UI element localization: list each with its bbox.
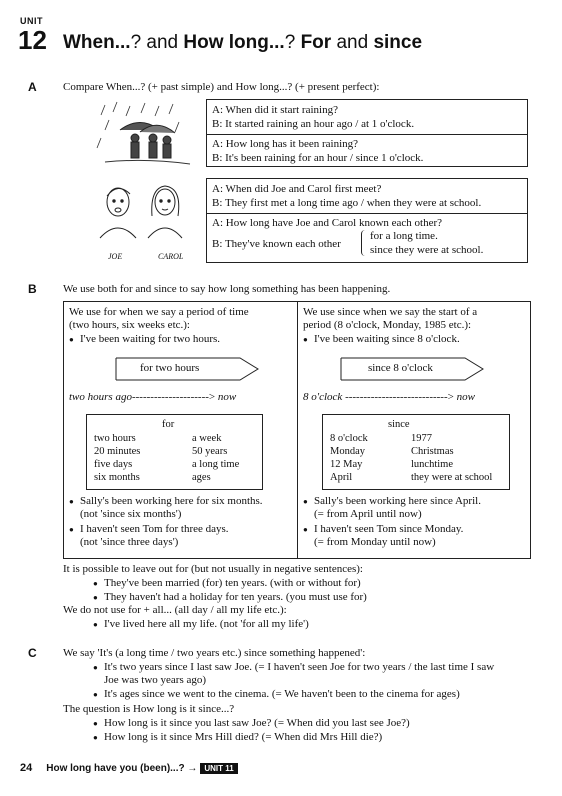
section-b-letter: B <box>28 282 37 296</box>
question-example: ● How long is it since you last saw Joe? (= When did you last see Joe?) <box>104 717 410 730</box>
section-a-intro: Compare When...? (+ past simple) and How long...? (+ present perfect): <box>63 81 380 93</box>
since-example-bullet: ● Sally's been working here since April. <box>314 495 481 508</box>
since-examples-table <box>322 414 510 490</box>
table-cell: a week <box>192 433 222 444</box>
table-cell: ages <box>192 472 211 483</box>
table-cell: six months <box>94 472 140 483</box>
leave-out-example: ● They haven't had a holiday for ten years. (you must use for) <box>104 591 367 604</box>
table-heading: for <box>162 419 175 430</box>
since-arrow-label: since 8 o'clock <box>368 362 433 374</box>
carol-label: CAROL <box>158 252 184 261</box>
table-cell: two hours <box>94 433 136 444</box>
since-example-note: (= from Monday until now) <box>314 536 436 548</box>
section-c-letter: C <box>28 646 37 660</box>
for-example-bullet: ● I've been waiting for two hours. <box>80 333 220 346</box>
page-number: 24 <box>20 762 33 774</box>
answer-option: since they were at school. <box>370 244 484 256</box>
since-rule-line1: We use since when we say the start of a <box>303 306 478 318</box>
since-example-note: (= from April until now) <box>314 508 422 520</box>
section-a-letter: A <box>28 80 37 94</box>
cross-reference: How long have you (been)...? → <box>46 763 198 774</box>
table-cell: Christmas <box>411 446 454 457</box>
since-example-bullet: ● I've been waiting since 8 o'clock. <box>314 333 460 346</box>
for-all-rule: We do not use for + all... (all day / all my life etc.): <box>63 604 287 616</box>
question-line: A: How long has it been raining? <box>212 138 359 150</box>
answer-line: B: They've known each other <box>212 238 341 250</box>
unit-number: 12 <box>18 25 47 55</box>
question-line: A: When did Joe and Carol first meet? <box>212 183 382 195</box>
leave-out-for-rule: It is possible to leave out for (but not usually in negative sentences): <box>63 563 363 575</box>
question-line: A: How long have Joe and Carol known each other? <box>212 217 443 229</box>
for-all-example: ● I've lived here all my life. (not 'for all my life') <box>104 618 309 631</box>
since-timeline: 8 o'clock ----------------------------> now <box>303 391 475 403</box>
section-c-intro: We say 'It's (a long time / two years etc.) since something happened': <box>63 647 366 659</box>
its-since-example-cont: Joe was two years ago) <box>104 674 207 686</box>
unit-label: UNIT <box>20 16 43 26</box>
question-line: A: When did it start raining? <box>212 104 338 116</box>
joe-and-carol-illustration <box>90 180 200 245</box>
table-cell: five days <box>94 459 133 470</box>
question-rule: The question is How long is it since...? <box>63 703 235 715</box>
since-example-bullet: ● I haven't seen Tom since Monday. <box>314 523 463 536</box>
raining-people-illustration <box>95 100 195 170</box>
table-cell: 1977 <box>411 433 432 444</box>
unit-link-badge[interactable]: UNIT 11 <box>200 763 237 774</box>
its-since-example: ● It's ages since we went to the cinema. (= We haven't been to the cinema for ages) <box>104 688 460 701</box>
section-b-intro: We use both for and since to say how long something has been happening. <box>63 283 391 295</box>
for-example-bullet: ● I haven't seen Tom for three days. <box>80 523 229 536</box>
example-box-joe-carol <box>206 178 528 263</box>
page-title: When...? and How long...? For and since <box>63 32 423 53</box>
for-arrow-label: for two hours <box>140 362 200 374</box>
answer-line: B: It started raining an hour ago / at 1 o'clock. <box>212 118 415 130</box>
for-timeline: two hours ago---------------------> now <box>69 391 237 403</box>
footer <box>20 762 238 774</box>
table-cell: lunchtime <box>411 459 453 470</box>
for-example-note: (not 'since six months') <box>80 508 182 520</box>
table-cell: 8 o'clock <box>330 433 368 444</box>
for-example-note: (not 'since three days') <box>80 536 179 548</box>
answer-line: B: They first met a long time ago / when they were at school. <box>212 197 482 209</box>
answer-line: B: It's been raining for an hour / since 1 o'clock. <box>212 152 424 164</box>
table-cell: Monday <box>330 446 365 457</box>
joe-label: JOE <box>108 252 123 261</box>
its-since-example: ● It's two years since I last saw Joe. (= I haven't seen Joe for two years / the last time I saw <box>104 661 494 674</box>
for-example-bullet: ● Sally's been working here for six months. <box>80 495 263 508</box>
table-heading: since <box>388 419 410 430</box>
for-rule-line2: (two hours, six weeks etc.): <box>69 319 190 331</box>
leave-out-example: ● They've been married (for) ten years. (with or without for) <box>104 577 361 590</box>
table-cell: April <box>330 472 353 483</box>
table-cell: they were at school <box>411 472 493 483</box>
for-rule-line1: We use for when we say a period of time <box>69 306 249 318</box>
since-rule-line2: period (8 o'clock, Monday, 1985 etc.): <box>303 319 472 331</box>
table-cell: 20 minutes <box>94 446 141 457</box>
table-cell: 12 May <box>330 459 363 470</box>
question-example: ● How long is it since Mrs Hill died? (= When did Mrs Hill die?) <box>104 731 382 744</box>
table-cell: a long time <box>192 459 240 470</box>
example-box-raining <box>206 99 528 167</box>
for-examples-table <box>86 414 263 490</box>
answer-option: for a long time. <box>370 230 438 242</box>
table-cell: 50 years <box>192 446 228 457</box>
